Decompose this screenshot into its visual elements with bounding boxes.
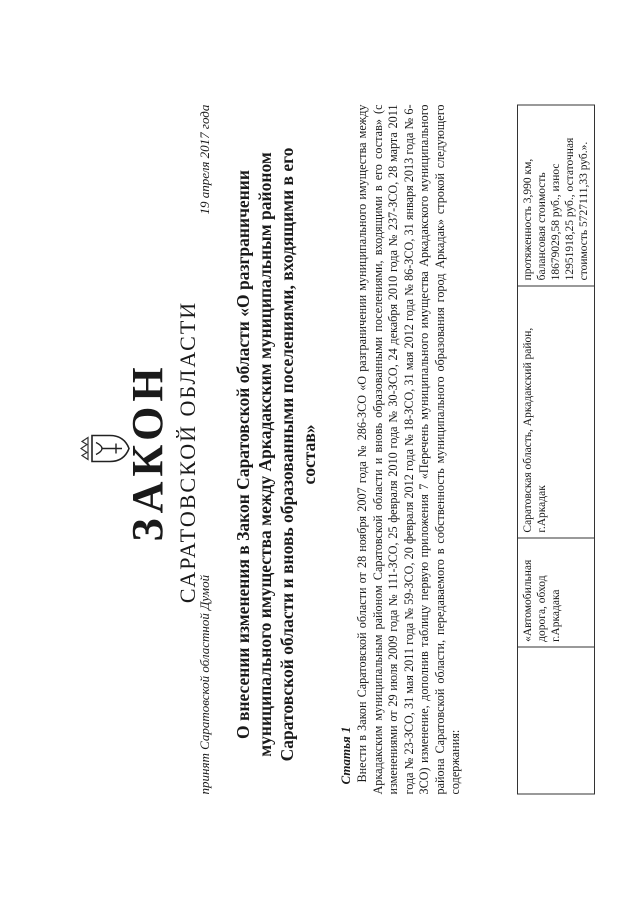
adopted-by: принят Саратовской областной Думой [197,574,212,795]
article-text [355,105,464,795]
table-row [518,105,595,794]
law-title: О внесении изменения в Закон Саратовской области «О разграничении муниципального имущества между Аркадакским муниципальным районом Саратовской области и вновь образованными поселениями, входящими в его состав» [233,147,319,762]
table-cell: протяженность 3,990 км, балансовая стоимость 18679029,58 руб., износ 12951918,25 руб., остаточная стоимость 5727111,33 руб.». [518,105,595,286]
article-text-content: Внести в Закон Саратовской области от 28 ноября 2007 года № 286-ЗСО «О разграничении муниципального имущества между Аркадакским муниципальным районом Саратовской области и вновь образованными поселениями, входящими в его состав» (с изменениями от 29 июля 2009 года № 111-ЗСО, 25 февраля 2010 года № 30-ЗСО, 24 декабря 2010 года № 237-ЗСО, 28 марта 2011 года № 23-ЗСО, 31 мая 2011 года № 59-ЗСО, 20 февраля 2012 года № 18-ЗСО, 31 мая 2012 года № 86-ЗСО, 31 января 2013 года № 6-ЗСО) изменение, дополнив таблицу первую приложения 7 «Перечень муниципального имущества Аркадакского муниципального района Саратовской области, передаваемого в собственность муниципального образования город Аркадак» строкой следующего содержания: [355,104,462,795]
document-subtitle: САРАТОВСКОЙ ОБЛАСТИ [175,300,200,604]
table-cell: «Автомобильная дорога, обход г.Аркадака [518,538,595,647]
article-heading: Статья 1 [338,726,353,785]
table-cell [518,647,595,794]
adoption-date: 19 апреля 2017 года [197,104,212,215]
document-title: ЗАКОН [123,362,172,542]
amendment-table [517,105,595,795]
table-cell: Саратовская область, Аркадакский район, г.Аркадак [518,286,595,538]
